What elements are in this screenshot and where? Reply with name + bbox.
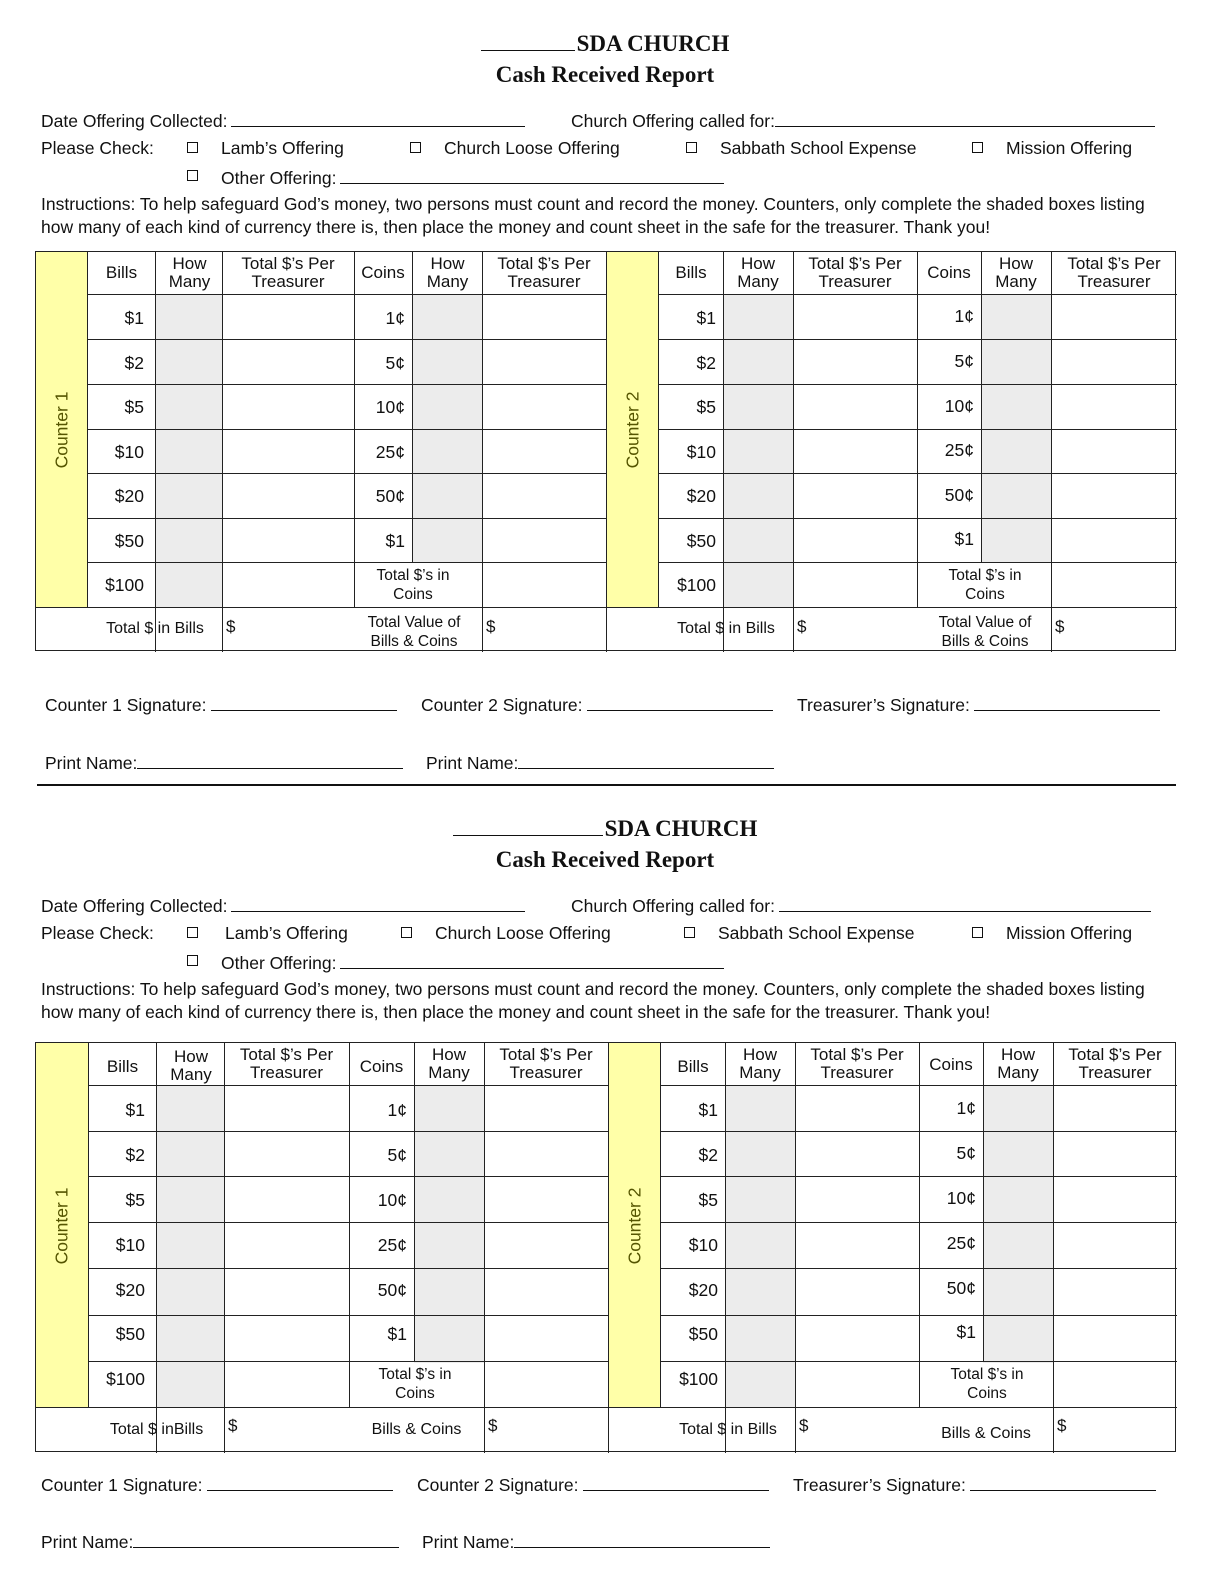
coin-1-c1: 1¢: [385, 308, 405, 328]
total-treasurer-coins-header-c2: Total $’s Per Treasurer: [1068, 1045, 1162, 1082]
total-treasurer-coins-header-c1: Total $’s Per Treasurer: [499, 1045, 593, 1082]
treasurer-signature[interactable]: Treasurer’s Signature:: [797, 692, 1160, 716]
total-treasurer-header-c1: Total $’s Per Treasurer: [239, 1045, 334, 1082]
coins-header-c2: Coins: [927, 263, 971, 282]
bill-2-c2: $2: [696, 353, 716, 373]
sabbath-school-expense-label: Sabbath School Expense: [718, 923, 915, 943]
counter-1-signature[interactable]: Counter 1 Signature:: [45, 692, 397, 716]
bill-1-c1: $1: [124, 308, 144, 328]
bill-50-c2: $50: [686, 531, 716, 551]
bills-header-c2: Bills: [677, 1057, 709, 1076]
church-loose-offering-checkbox[interactable]: [401, 927, 412, 938]
coins-how-many-shade-c1[interactable]: [414, 1086, 484, 1363]
bills-how-many-shade-c1[interactable]: [155, 295, 222, 607]
church-name-blank[interactable]: [453, 813, 603, 836]
bill-2-c2: $2: [698, 1145, 718, 1165]
mission-offering-label: Mission Offering: [1006, 923, 1133, 943]
coins-header-c2: Coins: [929, 1055, 973, 1074]
total-coins-label-c2: Total $’s in Coins: [948, 567, 1022, 603]
print-name-2[interactable]: Print Name:: [422, 1529, 770, 1553]
total-bills-dollar-c1: $: [226, 617, 236, 636]
how-many-header-c2: How Many: [739, 1045, 781, 1082]
how-many-header-c1: How Many: [168, 254, 211, 291]
coin-10-c2: 10¢: [946, 1188, 976, 1208]
bill-100-c1: $100: [106, 1369, 145, 1389]
bills-how-many-shade-c1[interactable]: [156, 1086, 224, 1408]
bill-20-c1: $20: [115, 1280, 145, 1300]
other-offering-checkbox[interactable]: [187, 170, 198, 181]
bills-coins-label-c2: Bills & Coins: [941, 1425, 1031, 1442]
church-loose-offering-checkbox[interactable]: [410, 142, 421, 153]
print-name-1[interactable]: Print Name:: [41, 1529, 399, 1553]
print-name-1[interactable]: Print Name:: [45, 750, 403, 774]
mission-offering-label: Mission Offering: [1006, 138, 1133, 158]
bill-50-c1: $50: [115, 1324, 145, 1344]
coin-1-c1: 1¢: [387, 1100, 407, 1120]
coin-dollar-c1: $1: [387, 1324, 407, 1344]
bill-50-c2: $50: [688, 1324, 718, 1344]
lambs-offering-label: Lamb’s Offering: [225, 923, 348, 943]
instructions: Instructions: To help safeguard God’s money, two persons must count and record the money. Counters, only complete the shaded boxes listing how many of each kind of currency there is, then place the money and count sheet in the safe for the treasurer. Thank you!: [41, 194, 1145, 237]
bill-5-c2: $5: [696, 397, 716, 417]
bills-how-many-shade-c2[interactable]: [723, 295, 793, 607]
how-many-coins-header-c1: How Many: [428, 1045, 470, 1082]
coin-50-c1: 50¢: [375, 486, 405, 506]
total-treasurer-header-c2: Total $’s Per Treasurer: [808, 254, 902, 291]
counter-2-band: Counter 2: [608, 1043, 661, 1408]
mission-offering-checkbox[interactable]: [972, 142, 983, 153]
report-title: Cash Received Report: [495, 62, 715, 87]
mission-offering-checkbox[interactable]: [972, 927, 983, 938]
lambs-offering-checkbox[interactable]: [187, 927, 198, 938]
counter-1-band: Counter 1: [36, 1043, 89, 1408]
coin-25-c1: 25¢: [375, 442, 405, 462]
total-bills-dollar-c2: $: [797, 617, 807, 636]
counter-1-signature[interactable]: Counter 1 Signature:: [41, 1472, 393, 1496]
total-value-label-c1: Total Value of Bills & Coins: [367, 614, 461, 650]
counter-2-band: Counter 2: [606, 252, 659, 607]
bill-100-c1: $100: [105, 575, 144, 595]
coin-5-c1: 5¢: [387, 1145, 407, 1165]
total-value-dollar-c1: $: [486, 617, 496, 636]
total-value-label-c2: Total Value of Bills & Coins: [938, 614, 1032, 650]
total-coins-label-c1: Total $’s in Coins: [376, 567, 450, 603]
church-loose-offering-label: Church Loose Offering: [444, 138, 620, 158]
instructions: Instructions: To help safeguard God’s money, two persons must count and record the money. Counters, only complete the shaded boxes listing how many of each kind of currency there is, then place the money and count sheet in the safe for the treasurer. Thank you!: [41, 979, 1145, 1022]
bill-10-c2: $10: [688, 1235, 718, 1255]
bill-5-c1: $5: [124, 397, 144, 417]
bill-20-c2: $20: [688, 1280, 718, 1300]
bill-10-c1: $10: [114, 442, 144, 462]
counter-2-signature[interactable]: Counter 2 Signature:: [421, 692, 773, 716]
sabbath-school-expense-checkbox[interactable]: [686, 142, 697, 153]
total-value-dollar-c2: $: [1055, 617, 1065, 636]
total-value-dollar-c1: $: [488, 1416, 498, 1435]
coin-dollar-c1: $1: [385, 531, 405, 551]
bill-50-c1: $50: [114, 531, 144, 551]
coins-header-c1: Coins: [359, 1057, 404, 1076]
bill-1-c2: $1: [696, 308, 716, 328]
bill-100-c2: $100: [677, 575, 716, 595]
church-loose-offering-label: Church Loose Offering: [435, 923, 611, 943]
total-bills-label-c1: Total $ inBills: [109, 1421, 204, 1438]
total-treasurer-header-c1: Total $’s Per Treasurer: [241, 254, 335, 291]
page-divider: [37, 784, 1176, 786]
coin-5-c1: 5¢: [385, 353, 405, 373]
print-name-2[interactable]: Print Name:: [426, 750, 774, 774]
date-offering-field[interactable]: Date Offering Collected:: [41, 893, 525, 917]
how-many-coins-header-c2: How Many: [997, 1045, 1039, 1082]
coin-50-c2: 50¢: [946, 1278, 976, 1298]
other-offering-field[interactable]: Other Offering:: [221, 165, 724, 189]
coin-25-c2: 25¢: [946, 1233, 976, 1253]
bill-10-c1: $10: [115, 1235, 145, 1255]
bills-how-many-shade-c2[interactable]: [725, 1086, 795, 1408]
counter-1-band: Counter 1: [36, 252, 88, 607]
coin-5-c2: 5¢: [954, 351, 974, 371]
lambs-offering-checkbox[interactable]: [187, 142, 198, 153]
treasurer-signature[interactable]: Treasurer’s Signature:: [793, 1472, 1156, 1496]
total-coins-label-c2: Total $’s in Coins: [950, 1366, 1024, 1402]
coin-10-c1: 10¢: [375, 397, 405, 417]
coins-header-c1: Coins: [361, 263, 405, 282]
lambs-offering-label: Lamb’s Offering: [221, 138, 344, 158]
coin-1-c2: 1¢: [954, 306, 974, 326]
bill-5-c2: $5: [698, 1190, 718, 1210]
coin-10-c1: 10¢: [377, 1190, 407, 1210]
other-offering-checkbox[interactable]: [187, 955, 198, 966]
date-offering-field[interactable]: Date Offering Collected:: [41, 108, 525, 132]
counter-2-signature[interactable]: Counter 2 Signature:: [417, 1472, 769, 1496]
bill-10-c2: $10: [686, 442, 716, 462]
bill-5-c1: $5: [125, 1190, 145, 1210]
how-many-coins-header-c1: How Many: [426, 254, 469, 291]
coin-dollar-c2: $1: [956, 1322, 976, 1342]
total-bills-dollar-c2: $: [799, 1416, 809, 1435]
count-table-1: [35, 251, 1176, 651]
total-bills-dollar-c1: $: [228, 1416, 238, 1435]
bill-20-c1: $20: [114, 486, 144, 506]
church-name-blank[interactable]: [481, 28, 575, 51]
offering-called-for-field[interactable]: Church Offering called for:: [571, 893, 1151, 917]
please-check-label: Please Check:: [41, 923, 154, 943]
coin-dollar-c2: $1: [954, 529, 974, 549]
coin-50-c2: 50¢: [944, 485, 974, 505]
bill-2-c1: $2: [125, 1145, 145, 1165]
coin-25-c2: 25¢: [944, 440, 974, 460]
total-treasurer-coins-header-c2: Total $’s Per Treasurer: [1067, 254, 1161, 291]
total-bills-label-c2: Total $ in Bills: [677, 620, 775, 637]
bills-header-c2: Bills: [675, 263, 707, 282]
how-many-header-c2: How Many: [737, 254, 779, 291]
please-check-label: Please Check:: [41, 138, 154, 158]
coin-50-c1: 50¢: [377, 1280, 407, 1300]
other-offering-field[interactable]: Other Offering:: [221, 950, 724, 974]
coin-5-c2: 5¢: [956, 1143, 976, 1163]
total-coins-label-c1: Total $’s in Coins: [378, 1366, 452, 1402]
sabbath-school-expense-label: Sabbath School Expense: [720, 138, 917, 158]
coin-25-c1: 25¢: [377, 1235, 407, 1255]
total-bills-label-c1: Total $ in Bills: [106, 620, 204, 637]
bill-100-c2: $100: [679, 1369, 718, 1389]
total-treasurer-header-c2: Total $’s Per Treasurer: [810, 1045, 904, 1082]
report-heading: SDA CHURCH: [0, 28, 1210, 59]
sabbath-school-expense-checkbox[interactable]: [684, 927, 695, 938]
bill-1-c1: $1: [125, 1100, 145, 1120]
bills-coins-label-c1: Bills & Coins: [371, 1421, 462, 1438]
count-table-2: [35, 1042, 1176, 1452]
total-treasurer-coins-header-c1: Total $’s Per Treasurer: [497, 254, 591, 291]
report-heading: SDA CHURCH: [0, 813, 1210, 844]
total-bills-label-c2: Total $ in Bills: [679, 1421, 777, 1438]
offering-called-for-field[interactable]: Church Offering called for:: [571, 108, 1155, 132]
bills-header-c1: Bills: [106, 1057, 139, 1076]
bill-1-c2: $1: [698, 1100, 718, 1120]
coin-1-c2: 1¢: [956, 1098, 976, 1118]
coin-10-c2: 10¢: [944, 396, 974, 416]
how-many-coins-header-c2: How Many: [995, 254, 1037, 291]
how-many-header-c1: How Many: [170, 1047, 212, 1084]
total-value-dollar-c2: $: [1057, 1416, 1067, 1435]
bill-20-c2: $20: [686, 486, 716, 506]
report-title: Cash Received Report: [495, 847, 715, 872]
bill-2-c1: $2: [124, 353, 144, 373]
bills-header-c1: Bills: [105, 263, 138, 282]
coins-how-many-shade-c2[interactable]: [983, 1086, 1053, 1363]
